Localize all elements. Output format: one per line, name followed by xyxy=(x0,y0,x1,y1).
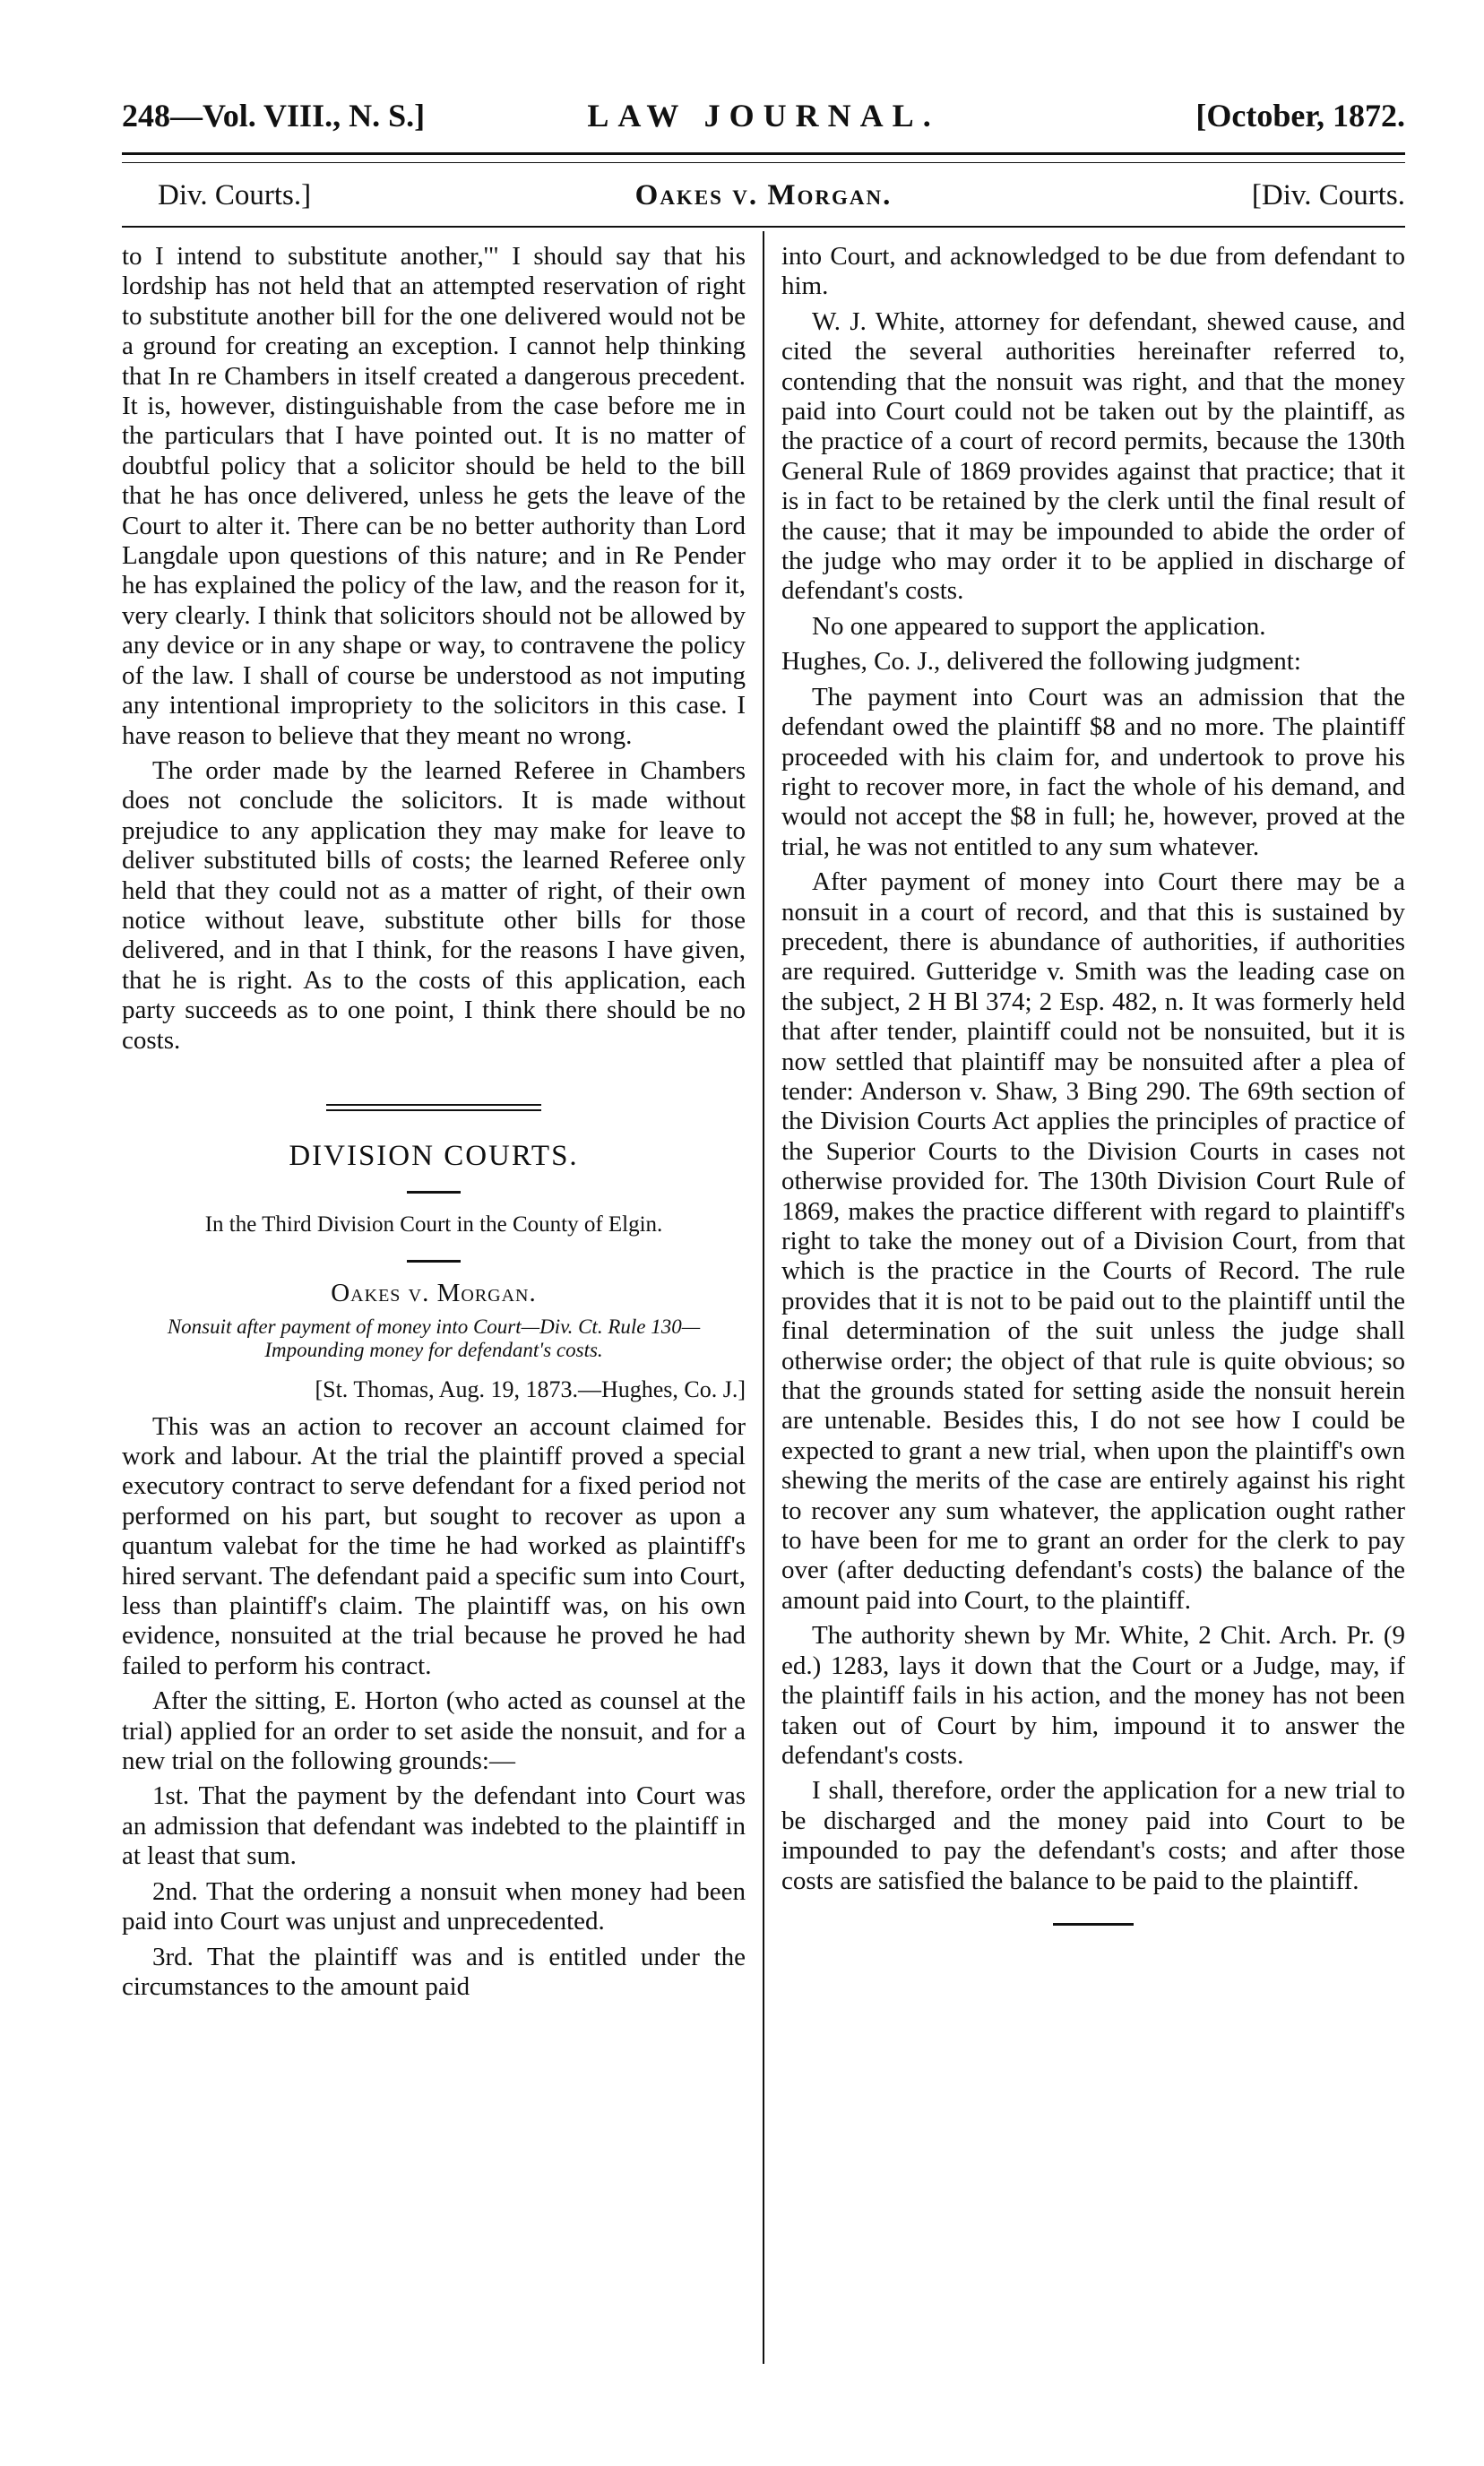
paragraph: I shall, therefore, order the application for a new trial to be discharged and the money paid into Court to be impounded to pay the defendant's costs; and after those costs are satisfied the balance to be paid to the plaintiff. xyxy=(781,1776,1405,1895)
paragraph: 2nd. That the ordering a nonsuit when money had been paid into Court was unjust and unprecedented. xyxy=(122,1876,746,1936)
paragraph: 1st. That the payment by the defendant into Court was an admission that defendant was indebted to the plaintiff in at least that sum. xyxy=(122,1781,746,1871)
header-volume: 248—Vol. VIII., N. S.] xyxy=(122,98,426,134)
paragraph: The payment into Court was an admission that the defendant owed the plaintiff $8 and no more. The plaintiff proceeded with his claim for, and undertook to prove his right to recover more, in fact the whole of his demand, and would not accept the $8 in full; he, however, proved at the trial, he was not entitled to any sum whatever. xyxy=(781,682,1405,861)
right-column xyxy=(781,242,1405,1926)
running-head-case: Oakes v. Morgan. xyxy=(634,179,893,211)
court-line: In the Third Division Court in the County of Elgin. xyxy=(204,1212,663,1237)
dateline: [St. Thomas, Aug. 19, 1873.—Hughes, Co. J.] xyxy=(315,1376,746,1403)
page-header xyxy=(122,97,1405,142)
paragraph: The authority shewn by Mr. White, 2 Chit. Arch. Pr. (9 ed.) 1283, lays it down that the Court or a Judge, may, if the plaintiff fails in his action, and the money has not been taken out of Court by him, impound it to answer the defendant's costs. xyxy=(781,1621,1405,1770)
running-head xyxy=(122,179,1405,219)
headnote: Nonsuit after payment of money into Court—Div. Ct. Rule 130—Impounding money for defendant's costs. xyxy=(167,1315,701,1362)
left-column xyxy=(122,242,746,2007)
paragraph: into Court, and acknowledged to be due from defendant to him. xyxy=(781,242,1405,301)
case-title: Oakes v. Morgan. xyxy=(331,1278,537,1307)
header-journal-title: LAW JOURNAL. xyxy=(587,98,940,134)
paragraph: Hughes, Co. J., delivered the following judgment: xyxy=(781,647,1301,677)
paragraph: The order made by the learned Referee in Chambers does not conclude the solicitors. It is made without prejudice to any application they may make for leave to deliver substituted bills of costs; the learned Referee only held that they could not as a matter of right, of their own notice without leave, substitute other bills for those delivered, and in that I think, for the reasons I have given, that he is right. As to the costs of this application, each party succeeds as to one point, I think there should be no costs. xyxy=(122,755,746,1055)
column-divider xyxy=(763,231,764,2364)
header-date: [October, 1872. xyxy=(1195,98,1405,134)
paragraph: to I intend to substitute another,'" I should say that his lordship has not held that an attempted reservation of right to substitute another bill for the one delivered would not be a ground for creating an exception. I cannot help thinking that In re Chambers in itself created a dangerous precedent. It is, however, distinguishable from the case before me in the particulars that I have pointed out. It is no matter of doubtful policy that a solicitor should be held to the bill that he has once delivered, unless he gets the leave of the Court to alter it. There can be no better authority than Lord Langdale upon questions of this nature; and in Re Pender he has explained the policy of the law, and the reason for it, very clearly. I think that solicitors should not be allowed by any device or in any shape or way, to contravene the policy of the law. I shall of course be understood as not imputing any intentional impropriety to the solicitors in this case. I have reason to believe that they meant no wrong. xyxy=(122,242,746,750)
running-head-rule xyxy=(122,226,1405,228)
paragraph: W. J. White, attorney for defendant, shewed cause, and cited the several authorities hereinafter referred to, contending that the nonsuit was right, and that the money paid into Court could not be taken out by the plaintiff, as the practice of a court of record permits, because the 130th General Rule of 1869 provides against that practice; that it is in fact to be retained by the clerk until the final result of the cause; that it may be impounded to abide the order of the judge who may order it to be applied in discharge of defendant's costs. xyxy=(781,306,1405,606)
paragraph: After the sitting, E. Horton (who acted as counsel at the trial) applied for an order to set aside the nonsuit, and for a new trial on the following grounds:— xyxy=(122,1686,746,1776)
short-rule xyxy=(407,1260,461,1263)
end-rule xyxy=(1053,1923,1134,1926)
running-head-left: Div. Courts.] xyxy=(158,179,312,211)
section-separator xyxy=(326,1104,541,1111)
running-head-right: [Div. Courts. xyxy=(1251,179,1405,211)
paragraph: No one appeared to support the application. xyxy=(812,611,1266,641)
short-rule xyxy=(407,1191,461,1194)
paragraph: This was an action to recover an account claimed for work and labour. At the trial the plaintiff proved a special executory contract to serve defendant for a fixed period not performed on his part, but sought to recover as upon a quantum valebat for the time he had worked as plaintiff's hired servant. The defendant paid a specific sum into Court, less than plaintiff's claim. The plaintiff was, on his own evidence, nonsuited at the trial because he proved he had failed to perform his contract. xyxy=(122,1411,746,1680)
header-double-rule xyxy=(122,152,1405,163)
paragraph: After payment of money into Court there may be a nonsuit in a court of record, and that this is sustained by precedent, there is abundance of authorities, if authorities are required. Gutteridge v. Smith was the leading case on the subject, 2 H Bl 374; 2 Esp. 482, n. It was formerly held that after tender, plaintiff could not be nonsuited, but it is now settled that plaintiff may be nonsuited after a plea of tender: Anderson v. Shaw, 3 Bing 290. The 69th section of the Division Courts Act applies the principles of practice of the Superior Courts to the Division Courts in cases not otherwise provided for. The 130th Division Court Rule of 1869, makes the practice different with regard to plaintiff's right to take the money out of a Division Court, from that which is the practice in the Courts of Record. The rule provides that it is not to be paid out to the plaintiff until the final determination of the suit unless the judge shall otherwise order; the object of that rule is quite obvious; so that the grounds stated for setting aside the nonsuit herein are untenable. Besides this, I do not see how I could be expected to grant a new trial, when upon the plaintiff's own shewing the merits of the case are entirely against his right to recover any sum whatever, the application ought rather to have been for me to grant an order for the clerk to pay over (after deducting defendant's costs) the balance of the amount paid into Court, to the plaintiff. xyxy=(781,867,1405,1615)
paragraph: 3rd. That the plaintiff was and is entitled under the circumstances to the amount paid xyxy=(122,1942,746,2001)
section-title: DIVISION COURTS. xyxy=(289,1139,579,1172)
